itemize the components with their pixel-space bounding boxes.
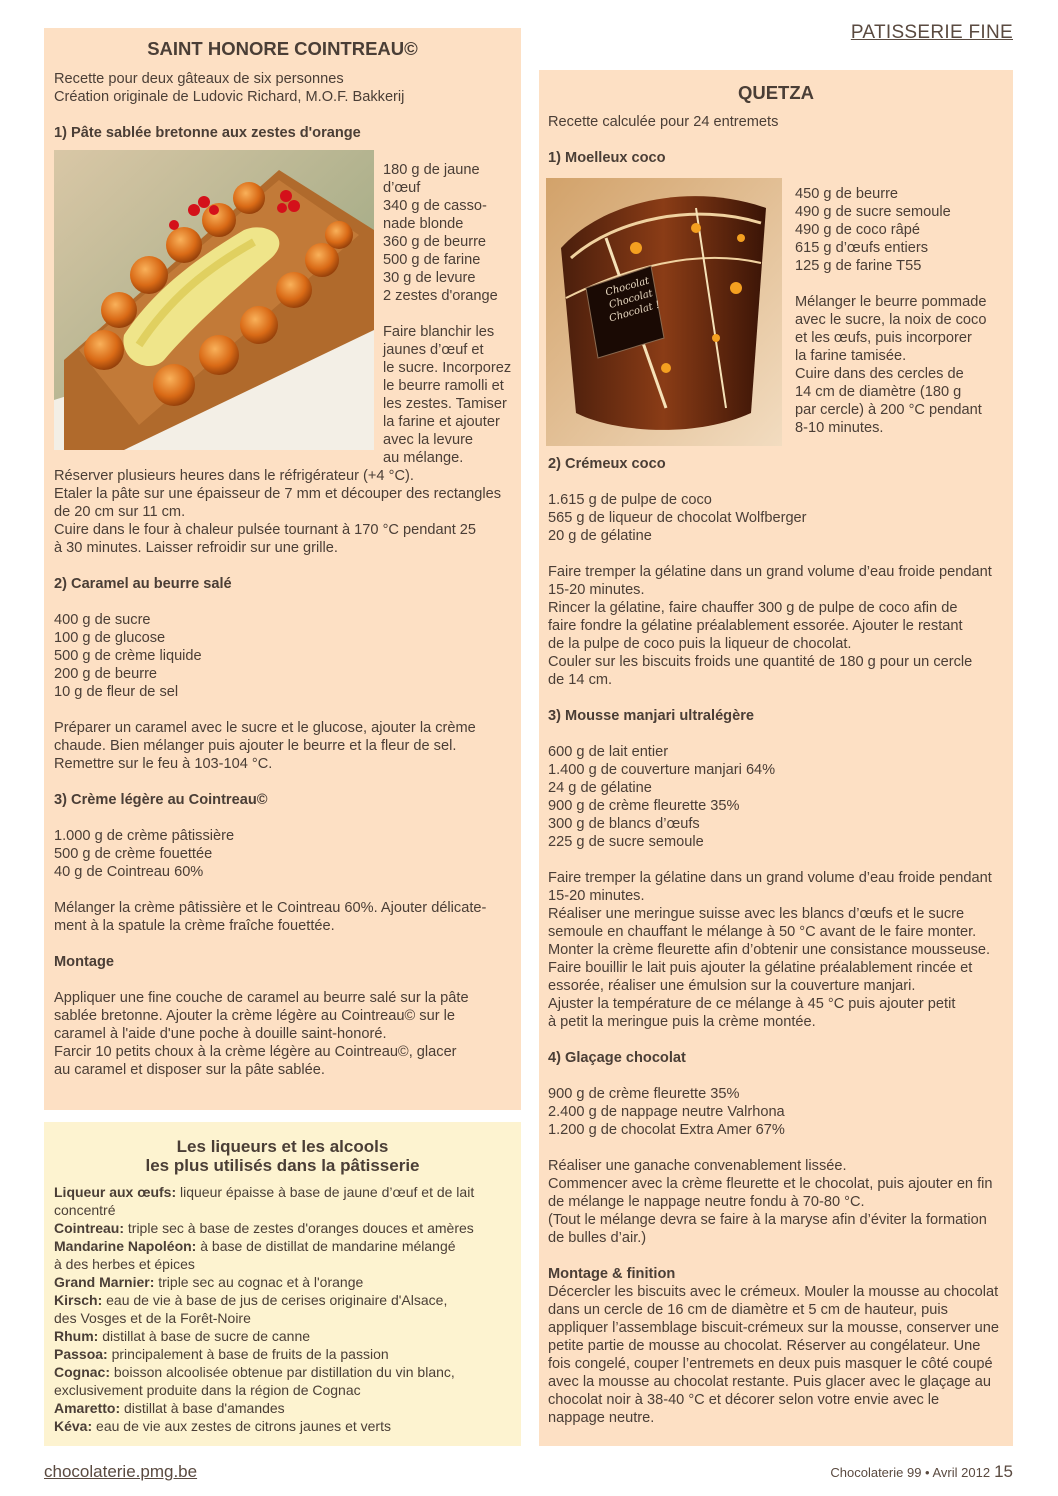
recipe-body-quetza: 2) Crémeux coco 1.615 g de pulpe de coco 565 g de liqueur de chocolat Wolfberger 20 g de gélatine Faire tremper la gélatine dans un grand volume d’eau froide pendant 15-20 minutes. Rincer la gélatine, faire chauffer 300 g de pulpe de coco afin de faire fondre la gélatine préalablement essorée. Ajouter le restant de la pulpe de coco puis la liqueur de chocolat. Couler sur les biscuits froids une quantité de 180 g pour un cercle de 14 cm. 3) Mousse manjari ultralégère 600 g de lait entier 1.400 g de couverture manjari 64% 24 g de gélatine 900 g de crème fleurette 35% 300 g de blancs d’œufs 225 g de sucre semoule Faire tremper la gélatine dans un grand volume d’eau froide pendant 15-20 minutes. Réaliser une meringue suisse avec les blancs d’œufs et le sucre semoule en chauffant le mélange à 50 °C avant de le faire monter. Monter la crème fleurette afin d’obtenir une consistance mousseuse. Faire bouillir le lait puis ajouter la gélatine préalablement rincée et essorée, réaliser une émulsion sur la couverture manjari. Ajuster la température de ce mélange à 45 °C puis ajouter petit à petit la meringue puis la crème montée. 4) Glaçage chocolat 900 g de crème fleurette 35% 2.400 g de nappage neutre Valrhona 1.200 g de chocolat Extra Amer 67% Réaliser une ganache convenablement lissée. Commencer avec la crème fleurette et le chocolat, puis ajouter en fin de mélange le nappage neutre fondu à 70-80 °C. (Tout le mélange devra se faire à la maryse afin d’éviter la formation de bulles d’air.) Montage & finition Décercler les biscuits avec le crémeux. Mouler la mousse au chocolat dans un cercle de 16 cm de diamètre et 5 cm de hauteur, puis appliquer l’assemblage biscuit-crémeux sur la mousse, conserver une petite partie de mousse au chocolat. Réserver au congélateur. Une fois congelé, couper l’entremets en deux puis masquer le côté coupé avec la mousse au chocolat restante. Puis glacer avec le glaçage au chocolat noir à 38-40 °C et décorer selon votre envie avec le nappage neutre. [548,455,1010,1427]
liqueur-item: Liqueur aux œufs: liqueur épaisse à base de jaune d’œuf et de lait concentré [54,1184,475,1218]
page-number: 15 [994,1462,1013,1481]
section-heading: 3) Mousse manjari ultralégère [548,708,755,724]
quetza-photo [546,178,782,446]
recipe-body-saint-honore: Réserver plusieurs heures dans le réfrigérateur (+4 °C). Etaler la pâte sur une épaisseur de 7 mm et découper des rectangles de 20 cm sur 11 cm. Cuire dans le four à chaleur pulsée tournant à 170 °C pendant 25 à 30 minutes. Laisser refroidir sur une grille. 2) Caramel au beurre salé 400 g de sucre 100 g de glucose 500 g de crème liquide 200 g de beurre 10 g de fleur de sel Préparer un caramel avec le sucre et le glucose, ajouter la crème chaude. Bien mélanger puis ajouter le beurre et la fleur de sel. Remettre sur le feu à 103-104 °C. 3) Crème légère au Cointreau© 1.000 g de crème pâtissière 500 g de crème fouettée 40 g de Cointreau 60% Mélanger la crème pâtissière et le Cointreau 60%. Ajouter délicate- ment à la spatule la crème fraîche fouettée. Montage Appliquer une fine couche de caramel au beurre salé sur la pâte sablée bretonne. Ajouter la crème légère au Cointreau© sur le caramel à l'aide d'une poche à douille saint-honoré. Farcir 10 petits choux à la crème légère au Cointreau©, glacer au caramel et disposer sur la pâte sablée. [54,467,519,1079]
recipe-intro-quetza: Recette calculée pour 24 entremets 1) Moelleux coco [548,113,1008,167]
section-heading: 1) Pâte sablée bretonne aux zestes d'orange [54,125,361,141]
saint-honore-photo [54,150,374,450]
section-heading: 4) Glaçage chocolat [548,1050,686,1066]
ingredients-moelleux: 450 g de beurre 490 g de sucre semoule 490 g de coco râpé 615 g d’œufs entiers 125 g de farine T55 Mélanger le beurre pommade avec le sucre, la noix de coco et les œufs, puis incorporer la farine tamisée. Cuire dans des cercles de 14 cm de diamètre (180 g par cercle) à 200 °C pendant 8-10 minutes. [795,186,987,436]
issue-info: Chocolaterie 99 • Avril 2012 [830,1465,991,1480]
liqueur-item: Rhum: distillat à base de sucre de canne [54,1328,311,1344]
recipe-title-quetza: QUETZA [737,82,815,103]
liqueur-item: Kéva: eau de vie aux zestes de citrons jaunes et verts [54,1418,391,1434]
liqueurs-list [54,1183,516,1435]
section-heading: 2) Crémeux coco [548,456,666,472]
liqueur-item: Kirsch: eau de vie à base de jus de cerises originaire d'Alsace, des Vosges et de la Forêt-Noire [54,1292,448,1326]
ingredients-pate-sablee: 180 g de jaune d’œuf 340 g de casso- nade blonde 360 g de beurre 500 g de farine 30 g de levure 2 zestes d'orange Faire blanchir les jaunes d’œuf et le sucre. Incorporez le beurre ramolli et les zestes. Tamiser la farine et ajouter avec la levure au mélange. [383,162,512,466]
liqueur-item: Grand Marnier: triple sec au cognac et à l'orange [54,1274,364,1290]
section-heading: 3) Crème légère au Cointreau© [54,792,268,808]
chocolat-label-text: Chocolat Chocolat Chocolat ! [604,275,662,325]
section-heading: Montage & finition [548,1266,676,1282]
liqueur-item: Amaretto: distillat à base d'amandes [54,1400,285,1416]
liqueur-item: Cognac: boisson alcoolisée obtenue par distillation du vin blanc, exclusivement produite dans la région de Cognac [54,1364,455,1398]
page-footer [830,1462,1013,1482]
liqueur-item: Cointreau: triple sec à base de zestes d'oranges douces et amères [54,1220,474,1236]
recipe-intro: Recette pour deux gâteaux de six personnes Création originale de Ludovic Richard, M.O.F. Bakkerij 1) Pâte sablée bretonne aux zestes d'orange [54,70,514,142]
website-link[interactable]: chocolaterie.pmg.be [44,1462,198,1481]
section-heading: Montage [54,954,114,970]
section-tag: PATISSERIE FINE [850,22,1013,43]
recipe-title-saint-honore: SAINT HONORE COINTREAU© [147,38,418,59]
section-heading: 2) Caramel au beurre salé [54,576,232,592]
section-heading: 1) Moelleux coco [548,150,666,166]
liqueurs-title: Les liqueurs et les alcools les plus utilisés dans la pâtisserie [145,1137,420,1175]
liqueur-item: Passoa: principalement à base de fruits de la passion [54,1346,389,1362]
liqueur-item: Mandarine Napoléon: à base de distillat de mandarine mélangé à des herbes et épices [54,1238,456,1272]
